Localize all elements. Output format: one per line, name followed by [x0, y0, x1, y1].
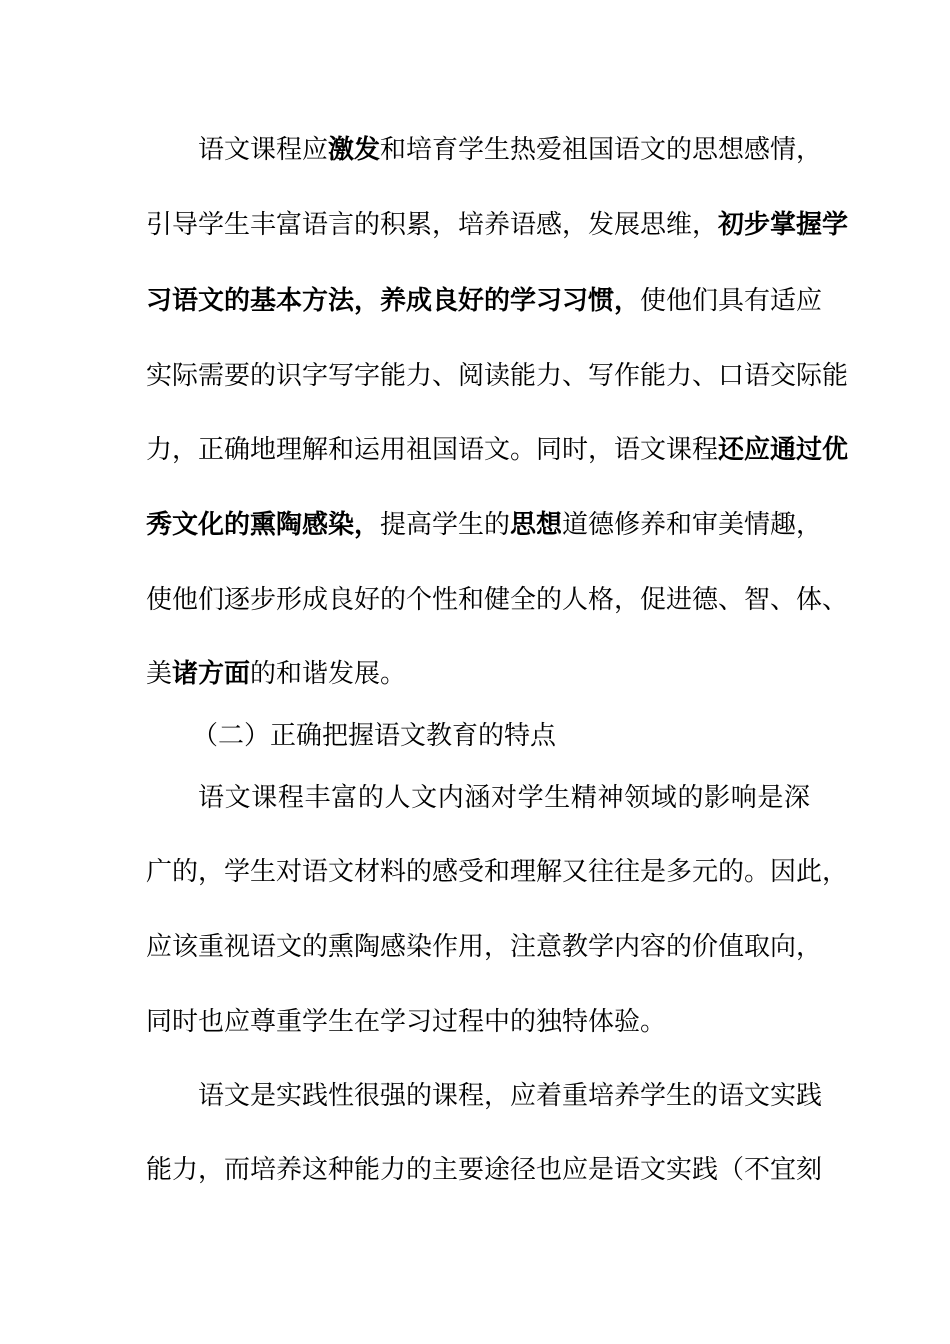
text-run: 和培育学生热爱祖国语文的思想感情，	[380, 135, 823, 165]
text-run: 美	[146, 659, 173, 689]
paragraph-1-line-7	[146, 580, 849, 620]
bold-text-run: 秀文化的熏陶感染，	[146, 510, 381, 540]
text-run: 的和谐发展。	[250, 659, 407, 689]
bold-text-run: 思想	[510, 510, 563, 540]
text-run: 使他们具有适应	[640, 286, 823, 316]
paragraph-1-line-8	[146, 654, 810, 694]
bold-text-run: 诸方面	[172, 659, 251, 689]
text-run: 广的，学生对语文材料的感受和理解又往往是多元的。因此，	[146, 857, 849, 887]
text-run: 语文课程丰富的人文内涵对学生精神领域的影响是深	[198, 783, 810, 813]
paragraph-2-line-2	[146, 852, 849, 892]
text-run: 引导学生丰富语言的积累，培养语感，发展思维，	[146, 210, 719, 240]
paragraph-3-line-1	[198, 1076, 823, 1116]
text-run: 同时也应尊重学生在学习过程中的独特体验。	[146, 1007, 667, 1037]
bold-text-run: 激发	[328, 135, 381, 165]
paragraph-2-line-3	[146, 927, 823, 967]
paragraph-3-line-2	[146, 1150, 823, 1190]
text-run: 能力，而培养这种能力的主要途径也应是语文实践（不宜刻	[146, 1155, 823, 1185]
heading-text: （二）正确把握语文教育的特点	[192, 721, 557, 751]
bold-text-run: 习语文的基本方法，养成良好的学习习惯，	[146, 286, 641, 316]
text-run: 使他们逐步形成良好的个性和健全的人格，促进德、智、体、	[146, 585, 849, 615]
paragraph-1-line-3	[146, 281, 823, 321]
paragraph-1-line-5	[146, 430, 849, 470]
text-run: 语文是实践性很强的课程，应着重培养学生的语文实践	[198, 1081, 823, 1111]
text-run: 力，正确地理解和运用祖国语文。同时，语文课程	[146, 435, 719, 465]
text-run: 实际需要的识字写字能力、阅读能力、写作能力、口语交际能	[146, 361, 849, 391]
paragraph-2-line-1	[198, 778, 810, 818]
bold-text-run: 初步掌握学	[718, 210, 849, 240]
paragraph-1-line-2	[146, 205, 849, 245]
paragraph-2-line-4	[146, 1002, 810, 1042]
text-run: 应该重视语文的熏陶感染作用，注意教学内容的价值取向，	[146, 932, 823, 962]
paragraph-1-line-4	[146, 356, 849, 396]
section-heading	[192, 716, 856, 756]
text-run: 提高学生的	[380, 510, 511, 540]
bold-text-run: 还应通过优	[718, 435, 849, 465]
paragraph-1-line-1	[198, 130, 823, 170]
text-run: 语文课程应	[198, 135, 329, 165]
paragraph-1-line-6	[146, 505, 823, 545]
text-run: 道德修养和审美情趣，	[562, 510, 823, 540]
